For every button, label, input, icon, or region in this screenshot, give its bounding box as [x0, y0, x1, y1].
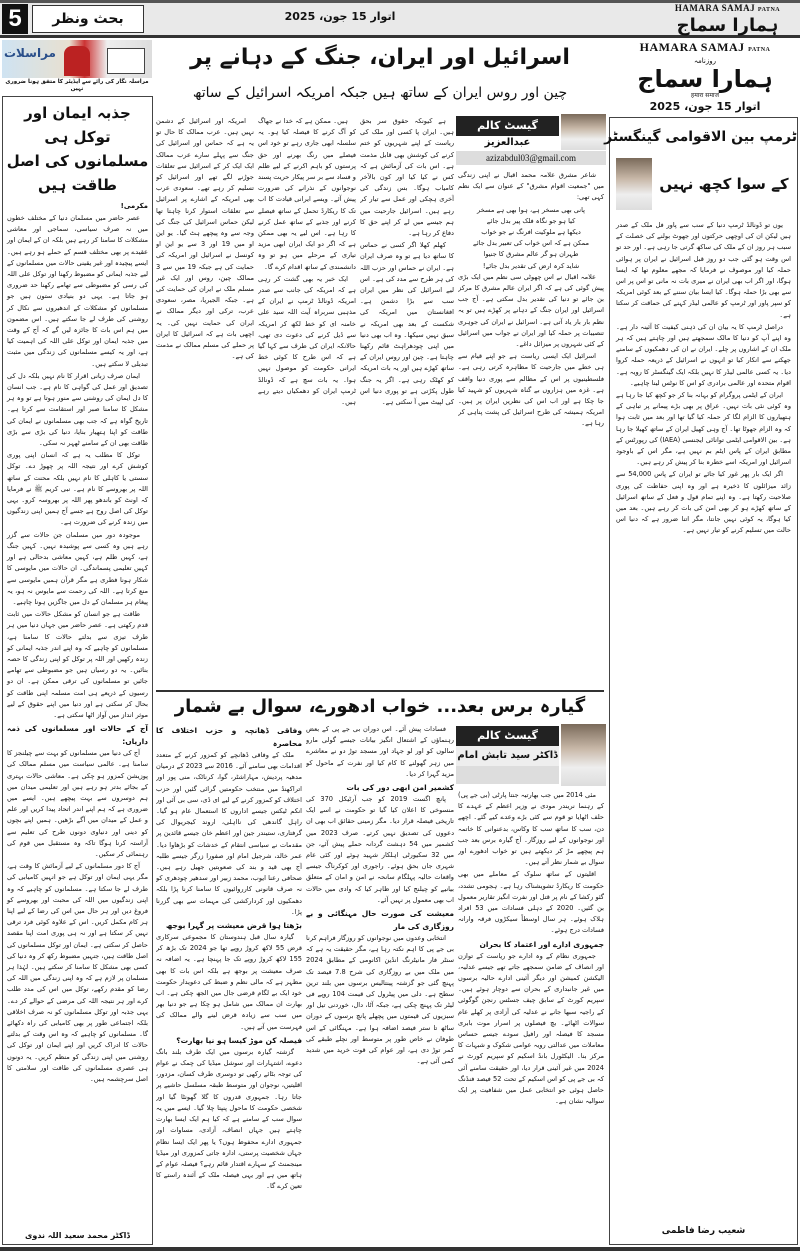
- header-logo: [660, 3, 795, 37]
- second-paragraph: گزشتہ گیارہ برسوں میں ایک طرف بلند بانگ دعوے، اشتہارات اور سوشل میڈیا کی چمک نے عوام کی توجہ بٹائے رکھی تو دوسری طرف کسان، مزدور، اقلیتیں، نوجوان اور متوسط طبقہ مسلسل حاشیے پر جاتا رہا۔ جمہوری قدروں کا گلا گھونٹا گیا اور شخصی حکومت کا ماحول پنپتا چلا گیا۔ ایسے میں یہ سوال سب کے سامنے ہے کہ کیا ہم ایک ایسا بھارت چاہتے ہیں جہاں انصاف، آزادی، مساوات اور جمہوری ادارے محفوظ ہوں؟ یا پھر ایک ایسا نظام جہاں شخصیت پرستی، ادارہ جاتی کمزوری اور میڈیا مینجمنٹ کے سہارے اقتدار قائم رہے؟ فیصلہ عوام کے ہاتھ میں ہے اور یہی فیصلہ ملک کے آئندہ راستے کا تعین کرے گا۔: [156, 1047, 302, 1191]
- lead-column-3: [258, 116, 356, 688]
- right-paragraph: دراصل ٹرمپ کا یہ بیان ان کی ذہنی کیفیت کا آئینہ دار ہے۔ وہ اپنے آپ کو دنیا کا مالک سمجھتے ہیں اور چاہتے ہیں کہ ہر ملک ان کے اشاروں پر چلے۔ ایران نے ان کی دھمکیوں کے سامنے جھکنے سے انکار کیا تو انہوں نے اسرائیل کے ذریعہ حملہ کروا دیا۔ یہ کسی عالمی لیڈر کا نہیں بلکہ ایک گینگسٹر کا رویہ ہے۔ اقوام متحدہ اور عالمی برادری کو اس کا نوٹس لینا چاہیے۔: [616, 322, 791, 387]
- second-subhead: کشمیر امن ابھی دور کی بات: [346, 783, 454, 793]
- second-subhead: بڑھتا ہوا قرض معیشت پر گہرا بوجھ: [165, 921, 302, 931]
- second-column-2: [306, 724, 454, 1244]
- letter-article: [2, 96, 153, 1245]
- lead-paragraph: اسرائیل ایک ایسی ریاست ہے جو اپنے قیام سے ہی خطے میں جارحیت کا مظاہرہ کرتی رہی ہے۔ فلسطینیوں پر اس کے مظالم سے پوری دنیا واقف ہے۔ غزہ میں ہزاروں بے گناہ شہریوں کو شہید کیا جا چکا ہے اور اب اس کی نظریں ایران پر ہیں۔ امریکہ ہمیشہ کی طرح اسرائیل کی پشت پناہی کر رہا ہے۔: [458, 352, 604, 428]
- author-name: عبدالعزیز: [456, 136, 559, 150]
- right-paragraph: ایران کے ایٹمی پروگرام کو بہانہ بنا کر جو کچھ کیا جا رہا ہے وہ کوئی نئی بات نہیں۔ عراق پر بھی بڑے پیمانے پر تباہی کے ہتھیاروں کا الزام لگا کر حملہ کیا گیا تھا اور بعد میں ثابت ہوا کہ وہ الزام جھوٹا تھا۔ آج وہی کھیل ایران کے ساتھ کھیلا جا رہا ہے۔ بین الاقوامی ایٹمی توانائی ایجنسی (IAEA) کی رپورٹس کے مطابق ایران کے پاس ایٹم بم نہیں ہے، مگر اس کے باوجود اسرائیل اور امریکہ اسے خطرہ بنا کر پیش کر رہے ہیں۔: [616, 391, 791, 467]
- lead-paragraph: ایک خبر یہ بھی گشت کر رہی ہے کہ امریکہ کی جانب سے صدر امریکہ ڈونالڈ ٹرمپ نے ایران کے مذہبی سربراہ آیت اللہ سید علی خامنہ ای کو خط لکھ کر امریکہ سے ڈیل کرنے کی دعوت دی تھی، حالانکہ ایران کی طرف سے کہا گیا ہے کہ اس طرح کا کوئی خط ایرانی حکومت کو موصول نہیں ہوا۔ یہ بات سچ ہے کہ ڈونالڈ ٹرمپ ایران کو دھمکیاں دیتے رہے ہیں۔: [258, 274, 356, 407]
- right-paragraph: اگر ایک بار پھر غور کیا جائے تو ایران کے پاس 54,000 سے زائد میزائلوں کا ذخیرہ ہے اور وہ اپنی حفاظت کی پوری صلاحیت رکھتا ہے۔ وہ اپنے تمام قول و فعل کے ساتھ اسرائیل کے ساتھ کھڑے ہو کر بھی امن کی بات کر رہے ہیں۔ بعد میں کیا ہوگا، یہ کوئی نہیں جانتا، مگر اتنا ضرور ہے کہ دنیا اس حالت میں تسلیم کرنے کو تیار نہیں ہے۔: [616, 470, 791, 535]
- poem-line: شاید کرہ ارض کی تقدیر بدل جائے!: [482, 261, 580, 270]
- letter-subhead: آج کے حالات اور مسلمانوں کی ذمہ داریاں:: [7, 724, 148, 747]
- second-headline: گیارہ برس بعد... خواب ادھورے، سوال بے شمار: [174, 696, 586, 717]
- guest-column-label: گیسٹ کالم: [456, 116, 559, 136]
- lead-column-4: [156, 116, 254, 688]
- header-date: اتوار 15 جون، 2025: [284, 10, 396, 23]
- letter-paragraph: آج کا دور مسلمانوں کے لیے آزمائش کا وقت ہے، مگر یہی ایمان اور توکل ہے جو انہیں کامیابی کی طرف لے جا سکتا ہے۔ مسلمانوں کو چاہیے کہ وہ اپنی زندگیوں میں اللہ کی محبت اور بھروسے کو فروغ دیں اور ہر حال میں اس کی رضا کے لیے اپنا ہر کام مکمل کریں۔ اس کے علاوہ کوئی فرد ترقی نہیں کر سکتا ہے اور نہ ہی پوری امت اپنا مقصد حاصل کر سکتی ہے۔ ایمان اور توکل مسلمانوں کی اصل طاقت ہیں، جنہیں مضبوط رکھ کر وہ دنیا کی کسی بھی مشکل کا سامنا کر سکتے ہیں۔ لہٰذا ہر مسلمان پر لازم ہے کہ وہ اپنی زندگی میں اللہ کی رضا کو مقدم رکھے، توکل میں اس کی مدد طلب کرے اور ہر نتیجہ اللہ کی مرضی کے حوالے کر دے۔ یہی جذبہ اور توکل مسلمانوں کو نہ صرف اخلاقی بلکہ اجتماعی طور پر بھی کامیابی کی راہ دکھائے گا۔ مسلمانوں کو چاہیے کہ وہ اس وقت کے بدلتے حالات کا ادراک کریں اور اپنے ایمان اور توکل کی روشنی میں اپنی زندگی کو منظم کریں۔ یہ دونوں ہی عصری مسلمانوں کی طاقت اور سلامتی کا اصل سرچشمہ ہیں۔: [7, 862, 148, 1084]
- second-subhead: وفاقی ڈھانچہ و حزب اختلاف کا محاصرہ: [156, 726, 302, 748]
- logo-urdu: ہمارا سماج: [637, 65, 773, 93]
- letter-paragraph: توکل کا مطلب یہ ہے کہ انسان اپنی پوری کوشش کرے اور نتیجہ اللہ پر چھوڑ دے۔ توکل سستی یا کاہلی کا نام نہیں بلکہ محنت کے ساتھ اللہ پر بھروسے کا نام ہے۔ نبی کریم ﷺ نے فرمایا کہ اونٹ کو باندھو پھر اللہ پر بھروسہ کرو۔ یہی توکل کی اصل روح ہے جسے آج ہمیں اپنی زندگیوں میں زندہ کرنے کی ضرورت ہے۔: [7, 451, 148, 527]
- logo-hindi: हमारा समाज: [691, 92, 719, 99]
- letter-paragraph: عصر حاضر میں مسلمان دنیا کے مختلف خطوں میں نہ صرف سیاسی، سماجی اور معاشی مشکلات کا سامنا کر رہے ہیں بلکہ ان کے ایمان اور عقیدے پر بھی مختلف قسم کے حملے ہو رہے ہیں۔ ایسے پیچیدہ اور غیر یقینی حالات میں مسلمانوں کے لیے جذبہ ایمانی کو مضبوط رکھنا اور توکل علی اللہ کی رسی کو مضبوطی سے تھامے رکھنا حد ضروری ہو جاتا ہے۔ یہی دو بنیادی ستون ہیں جو مسلمانوں کو مشکلات کے اندھیروں سے نکال کر روشنی کی طرف لے جا سکتے ہیں۔ اس مضمون میں ہم اس بات کا جائزہ لیں گے کہ آج کے وقت میں جذبہ ایمان اور توکل علی اللہ کی اہمیت کیا ہے، اور یہ کیسے مسلمانوں کی زندگی میں مثبت تبدیلی لا سکتے ہیں۔: [7, 214, 148, 368]
- letters-banner: [2, 40, 152, 78]
- lead-paragraph: علامہ اقبال نے اس چھوٹی سی نظم میں ایک بڑی پیش گوئی کی ہے کہ اگر ایران عالم مشرق کا مرکز بن جائے تو دنیا کی تقدیر بدل سکتی ہے۔ آج جب اسرائیل اور ایران جنگ کے دہانے پر کھڑے ہیں تو یہ نظم بار بار یاد آتی ہے۔ اسرائیل نے ایران کی جوہری تنصیبات پر حملہ کیا اور ایران نے جواب میں اسرائیل کے کئی شہروں پر میزائل داغے۔: [458, 272, 604, 349]
- second-paragraph: مئی 2014 میں جب بھارتیہ جنتا پارٹی (بی جے پی) کے رہنما نریندر مودی نے وزیر اعظم کے عہدے کا حلف اٹھایا تو قوم سے کئی بڑے وعدے کیے گئے۔ اچھے دن، سب کا ساتھ سب کا وکاس، بدعنوانی کا خاتمہ اور نوجوانوں کے لیے روزگار۔ آج گیارہ برس بعد جب ہم پیچھے مڑ کر دیکھتے ہیں تو خواب ادھورے اور سوال بے شمار نظر آتے ہیں۔: [458, 791, 604, 867]
- second-column-1: [458, 790, 604, 1244]
- guest-column-box: [456, 114, 606, 166]
- logo-english: HAMARA SAMAJ: [639, 40, 745, 54]
- section-title: بحث ونظر: [32, 5, 144, 33]
- author-photo: [561, 114, 606, 150]
- letter-headline-line1: جذبہ ایمان اور توکل ہی: [24, 104, 131, 146]
- right-date: اتوار 15 جون، 2025: [649, 100, 761, 113]
- logo-daily: روزنامہ: [693, 57, 717, 65]
- lead-paragraph: ہیں۔ ممکن ہے کہ خدا نے جھاگ کو آگ کرنے کا فیصلہ کیا ہو۔ یہ سلسلہ ابھی جاری رہے تو خود اس فیصلے میں رنگ بھرنے اور حق پرستوں کو باہم اکرنے کے لیے ظلم و فساد سے بر سر پیکار حریت پسند نوجوانوں کے نذرانے کی ضرورت پیش آئے۔ ویسے ایرانی قیادت کا اب تک کا ریکارڈ تحمل کے ساتھ فیصلے کرنے اور جذبے کے ساتھ عمل کرنے کا رہا ہے۔ اس لیے یہ بھی ممکن ہے کہ اگر دو ایک ایران ابھی مزید تیاری کے مرحلے میں ہو تو وہ دانشمندی کے ساتھ اقدام کرے گا۔: [258, 117, 356, 271]
- author-photo: [616, 158, 652, 210]
- lead-paragraph: امریکہ اور اسرائیل کے دشمن نہیں ہیں۔ عرب ممالک کا حال تو یہ ہے کہ حماس اور اسرائیل کی جنگ سے پہلے سارے عرب ممالک ایک ایک کر کے اسرائیل سے تعلقات جوڑنے لگے تھے اور اسرائیل کو تسلیم کر رہے تھے۔ سعودی عرب بھی امریکہ کے اشارے پر اسرائیل سے تعلقات استوار کرنا چاہتا تھا لیکن حماس اسرائیل کی جنگ کی وجہ سے وہ پیچھے ہٹ گیا۔ یو این او میں 19 اور 3 سے یو این او کونسل نے اسرائیل اور امریکہ کی حمایت کی ہے جبکہ 19 میں سے 3 ممالک چین، روس اور ایک غیر مسلم ملک نے ایران کی حمایت کی ہے۔ جبکہ الجیریا، مصر، سعودی عرب، ترکی اور دیگر ممالک نے ایران کی حمایت نہیں کی۔ یہ اچھی بات ہے کہ اسرائیل کا ایران پر حملے کی مسلم ممالک نے مذمت کی ہے۔: [156, 117, 254, 361]
- second-subhead: فیصلہ کن موڑ کیسا ہو نیا بھارت؟: [176, 1035, 302, 1045]
- letters-disclaimer: مراسلہ نگار کی رائے سے ایڈیٹر کا متفق ہونا ضروری نہیں: [5, 79, 149, 92]
- second-paragraph: پانچ اگست 2019 کو جب آرٹیکل 370 کی منسوخی کا اعلان کیا گیا تو حکومت نے اسے ایک تاریخی فیصلہ قرار دیا۔ مگر زمینی حقائق اب بھی ان دعووں کی تصدیق نہیں کرتے۔ صرف 2023 میں کشمیر میں 54 دہشت گردانہ حملے پیش آئے، جن میں 32 سکیورٹی اہلکار شہید ہوئے اور کئی عام شہری جاں بحق ہوئے۔ راجوری اور کوکرناگ جیسے واقعات حالیہ پہلگام سانحہ نے امن و امان کے متعلق بیانیے کو چیلنج کیا اور ظاہر کیا کہ وادی میں حالات اب بھی معمول پر نہیں آئے۔: [306, 795, 454, 904]
- letter-paragraph: آج کی دنیا میں مسلمانوں کو بہت سے چیلنجز کا سامنا ہے۔ عالمی سیاست میں مسلم ممالک کی پوزیشن کمزور ہو چکی ہے۔ معاشی حالات بہتری کے بجائے بدتر ہو رہے ہیں اور تعلیمی میدان میں ہم دوسروں سے بہت پیچھے ہیں۔ ایسے میں ضروری ہے کہ ہم اپنے اندر اتحاد پیدا کریں اور علم و عمل کے میدان میں آگے بڑھیں۔ ہمیں اپنے بچوں کو دینی اور دنیاوی دونوں طرح کی تعلیم سے آراستہ کرنا ہوگا تاکہ وہ مستقبل میں قوم کی رہنمائی کر سکیں۔: [7, 749, 148, 858]
- author-box-fill: [456, 766, 559, 784]
- logo-city: PATNA: [757, 7, 781, 13]
- second-subhead: جمہوری ادارے اور اعتماد کا بحران: [479, 939, 604, 949]
- bottom-rule: [0, 1247, 800, 1251]
- second-paragraph: ملک کے وفاقی ڈھانچے کو کمزور کرنے کے متعدد اقدامات بھی سامنے آئے۔ 2016 سے 2023 کے درمیان مدھیہ پردیش، مہاراشٹر، گوا، کرناٹک، منی پور اور اتراکھنڈ میں منتخب حکومتیں گرائی گئیں اور حزب اختلاف کو کمزور کرنے کے لیے ای ڈی، سی بی آئی اور انکم ٹیکس جیسے اداروں کا استعمال عام ہو گیا۔ راہل گاندھی کی نااہلی، اروند کیجریوال کی گرفتاری، ستیندر جین اور اعظم خان جیسے قائدین پر مقدمات نے سیاسی انتقام کے خدشات کو بڑھاوا دیا۔ عمر خالد، شرجیل امام اور صفورا زرگر جیسے طلبہ آج بھی قید و بند کی صعوبتیں جھیل رہے ہیں۔ صحافی رعنا ایوب، محمد زبیر اور سدھیر چودھری کو نہ صرف قانونی کارروائیوں کا سامنا کرنا پڑا بلکہ دھمکیوں اور کردارکشی کی مہمات سے بھی گزرنا پڑا۔: [156, 751, 302, 916]
- right-paragraph: یوں تو ڈونالڈ ٹرمپ دنیا کے سب سے پاور فل ملک کے صدر ہیں لیکن ان کی اوچھی حرکتوں اور جھوٹ بولنے کی خصلت کے سبب ہر روز ان کے ملک کی ساکھ گرتی جا رہی ہے۔ اور حد تو اس وقت ہو گئی جب دو روز قبل اسرائیل نے ایران پر ہوائی حملہ کیا اور موصوف نے فرمایا کہ مجھے معلوم تھا کہ ایسا ہوگا، اور اگر اب بھی ایران نے میری بات نہ مانی تو اس پر اس سے بھی بڑا حملہ ہوگا۔ کیا ایسا بیان سننے کے بعد کوئی امریکہ کو سپر پاور اور ٹرمپ کو عالمی لیڈر کہنے کی حماقت کر سکتا ہے۔: [616, 221, 791, 319]
- letters-banner-text: مراسلات: [4, 46, 56, 60]
- second-paragraph: انتخابی وعدوں میں نوجوانوں کو روزگار فراہم کرنا بی جے پی کا اہم نکتہ رہا ہے، مگر حقیقت یہ ہے کہ سنٹر فار مانیٹرنگ انڈین اکانومی کے مطابق 2024 میں ملک میں بے روزگاری کی شرح 7.8 فیصد تک پہنچ گئی جو گزشتہ پینتالیس برسوں میں بلند ترین سطح ہے۔ دلی میں پیٹرول کی قیمت 104 روپے فی لیٹر تک پہنچ چکی ہے، جبکہ آٹا، دال، خوردنی تیل اور سبزیوں کی قیمتوں میں پچھلے پانچ برسوں کے دوران ساٹھ تا ستر فیصد اضافہ ہوا ہے۔ مہنگائی کے اس طوفان نے خاص طور پر متوسط اور نچلے طبقے کی کمر توڑ دی ہے، اور عوام کی قوت خرید میں شدید کمی آئی ہے۔: [306, 934, 454, 1066]
- letter-headline-line2: مسلمانوں کی اصل طاقت ہیں: [6, 152, 149, 194]
- poem-line: ممکن ہے کہ اس خواب کی تعبیر بدل جائے: [472, 239, 590, 248]
- right-signature: شعیب رضا فاطمی: [661, 1226, 746, 1236]
- letter-paragraph: ایمان صرف زبانی اقرار کا نام نہیں بلکہ دل کی تصدیق اور عمل کی گواہی کا نام ہے۔ جب انسان کا دل ایمان کی روشنی سے منور ہوتا ہے تو وہ ہر مشکل کا سامنا صبر اور استقامت سے کرتا ہے۔ تاریخ گواہ ہے کہ جب بھی مسلمانوں نے ایمان کی طاقت کو اپنا ہتھیار بنایا، دنیا کی بڑی سے بڑی طاقت بھی ان کے سامنے ٹھہر نہ سکی۔: [7, 371, 148, 448]
- lead-headline: اسرائیل اور ایران، جنگ کے دہانے پر: [190, 45, 570, 70]
- lead-paragraph: ہے کیونکہ حقوق سر بحق ہیں۔ ایران پا کسی اور ملک کی ریاست کے اپنے شہریوں کو ختم کرنے کی کوشش بھی قابل مذمت ہے۔ اس بات کی آزمائش ہے کہ کس نے کیا کیا اور کون بالآخر کامیاب ہوگا۔ بس زندگی کی آخری ہچکی اور عمل سے تیار کر رہے ہیں۔ اسرائیل جارحیت میں ہم جیسے میں لے کر اپنے حق کا دفاع کر رہا ہے۔: [360, 117, 454, 238]
- letter-salutation: مکرمی!: [120, 202, 148, 210]
- lead-column-2: [360, 116, 454, 688]
- right-article: [604, 117, 798, 1245]
- lead-subheadline: چین اور روس ایران کے ساتھ ہیں جبکہ امریکہ اسرائیل کے ساتھ: [192, 85, 568, 101]
- poem-line: طہران ہو گر عالم مشرق کا جنیوا: [483, 250, 579, 259]
- divider: [156, 690, 604, 692]
- poem-line: پانی بھی مسخر ہے، ہوا بھی ہے مسخر: [477, 205, 585, 214]
- logo-city: PATNA: [748, 47, 771, 53]
- poem-line: دیکھا ہے ملوکیت افرنگ نے جو خواب: [481, 228, 581, 237]
- letter-paragraph: موجودہ دور میں مسلمان جن حالات سے گزر رہے ہیں وہ کسی سے پوشیدہ نہیں۔ کہیں جنگ ہے، کہیں ظلم ہے، کہیں معاشی بدحالی ہے اور کہیں تعلیمی پسماندگی۔ ان حالات میں مایوسی کا شکار ہونا فطری ہے مگر قرآن ہمیں مایوسی سے منع کرتا ہے۔ اللہ کی رحمت سے مایوس نہ ہو، یہ پیغام ہر مسلمان کے دل میں جاگزیں ہونا چاہیے۔: [7, 530, 148, 606]
- second-paragraph: اقلیتوں کے ساتھ سلوک کے معاملے میں بھی حکومت کا ریکارڈ تشویشناک رہا ہے۔ ہجومی تشدد، گئو رکشا کے نام پر قتل اور نفرت انگیز تقاریر معمول بن گئیں۔ 2020 کے دہلی فسادات میں 53 افراد ہلاک ہوئے۔ ہر سال اوسطاً سیکڑوں فرقہ وارانہ فسادات درج ہوئے۔: [458, 870, 604, 935]
- right-headline-line2: کے سوا کچھ نہیں: [659, 175, 789, 193]
- page-number: 5: [2, 4, 28, 34]
- second-subhead: معیشت کی صورت حال مہنگائی و بے روزگاری کی مار: [306, 909, 454, 932]
- poem: [458, 205, 604, 272]
- author-email: azizabdul03@gmail.com: [456, 151, 606, 165]
- second-paragraph: جمہوری نظام کے وہ ادارے جو ریاست کے توازن اور انصاف کے ضامن سمجھے جاتے تھے جیسے عدلیہ، الیکشن کمیشن اور دیگر آئینی ادارے حالیہ برسوں میں غیر جانبداری کے بحران سے دوچار ہوئے ہیں۔ سپریم کورٹ کے سابق چیف جسٹس رنجن گوگوئی کے راجیہ سبھا جانے نے عدلیہ کی آزادی پر کھلے عام سوالات اٹھائے۔ بچ فیصلوں پر اسرار موت بابری مسجد کا فیصلہ اور رافیل سودے جیسے حساس معاملات میں عدالتی رویہ عوامی شکوک و شبہات کا مرکز بنا۔ الیکٹورل بانڈ اسکیم کو سپریم کورٹ نے 2024 میں غیر آئینی قرار دیا، اور حقیقت سامنے آئی کہ بی جے پی کو اس اسکیم کے تحت 52 فیصد فنڈنگ حاصل ہوئی جو انتخابی عمل میں شفافیت پر ایک سوالیہ نشان ہے۔: [458, 951, 604, 1106]
- guest-column-label: گیسٹ کالم: [456, 726, 559, 746]
- second-paragraph: فسادات پیش آئے۔ اس دوران بی جے پی کے بعض رہنماؤں کے اشتعال انگیز بیانات جیسے گولی مارو سالوں کو اور لو جہاد اور مسجد توڑ دو نے معاشرے میں زہر گھولنے کا کام کیا اور نفرت کے ماحول کو مزید گہرا کر دیا۔: [306, 725, 454, 778]
- right-logo: [612, 40, 798, 114]
- envelope-pen-icon: [107, 48, 145, 74]
- logo-english: HAMARA SAMAJ: [674, 3, 756, 13]
- poem-line: کیا ہو جو نگاہ فلک پیر بدل جائے: [486, 216, 576, 225]
- letter-signature: ڈاکٹر محمد سعید اللہ ندوی: [3, 1231, 152, 1240]
- lead-column-1: [458, 170, 604, 688]
- lead-intro: شاعر مشرق علامہ محمد اقبال نے اپنی زندگی میں "جمعیت اقوام مشرق" کے عنوان سے ایک نظم کہی تھی:: [458, 171, 604, 202]
- mailbox-icon: [64, 46, 90, 76]
- logo-urdu: ہمارا سماج: [676, 15, 779, 36]
- author-name: ڈاکٹر سید تابش امام: [456, 746, 559, 766]
- author-photo: [561, 724, 606, 786]
- letter-paragraph: طاقت ہے جو انسان کو مشکل حالات میں ثابت قدم رکھتی ہے۔ عصر حاضر میں جہاں دنیا میں ہر طرف تیزی سے بدلتے حالات کا سامنا ہے، مسلمانوں کو چاہیے کہ وہ اپنے اندر جذبہ ایمانی کو زندہ رکھیں اور اللہ پر توکل کو اپنی زندگی کا حصہ بنائیں۔ یہ دو رسیاں ہیں جو مضبوطی سے تھامے جائیں تو مسلمانوں کی ترقی ممکن ہے۔ ان دو رسیوں کے ذریعے ہی امت مسلمہ اپنی طاقت کو بحال کر سکتی ہے اور دنیا میں اپنے حقوق کے لیے موثر انداز میں آواز اٹھا سکتی ہے۔: [7, 610, 148, 719]
- guest-column-box-2: [456, 724, 606, 786]
- lead-paragraph: کھلم کھلا اگر کسی نے حماس کا ساتھ دیا ہے تو وہ صرف ایران ہے۔ ایران نے حماس اور حزب اللہ کی ہر طرح سے مدد کی ہے۔ اس لیے اسرائیل کی نظر میں ایران سب سے بڑا دشمن ہے۔ افغانستان میں امریکہ کی شکست کے بعد بھی امریکہ نے سبق نہیں سیکھا۔ وہ اب بھی دنیا میں اپنی چودھراہٹ قائم رکھنا چاہتا ہے۔ چین اور روس ایران کے ساتھ کھڑے ہیں اور یہ بات امریکہ کو کھٹک رہی ہے۔ اگر یہ جنگ طول پکڑتی ہے تو پوری دنیا اس کی لپیٹ میں آ سکتی ہے۔: [360, 241, 454, 407]
- right-headline-line1: ٹرمپ بین الاقوامی گینگسٹر: [604, 129, 797, 145]
- second-column-3: [156, 724, 302, 1244]
- second-paragraph: گیارہ سال قبل ہندوستان کا مجموعی سرکاری قرض 55 لاکھ کروڑ روپے تھا جو 2024 تک بڑھ کر 155 لاکھ کروڑ روپے تک جا پہنچا ہے۔ یہ اضافہ نہ صرف معیشت پر بوجھ ہے بلکہ اس بات کا بھی مظہر ہے کہ مالی نظم و ضبط کی دعویدار حکومت خود ایک بے لگام قرضی جال میں الجھ چکی ہے۔ اب بھارت ان ممالک میں شامل ہو چکا ہے جو دنیا بھر میں سب سے زیادہ قرض لینے والے ممالک کی فہرست میں آتے ہیں۔: [156, 933, 302, 1031]
